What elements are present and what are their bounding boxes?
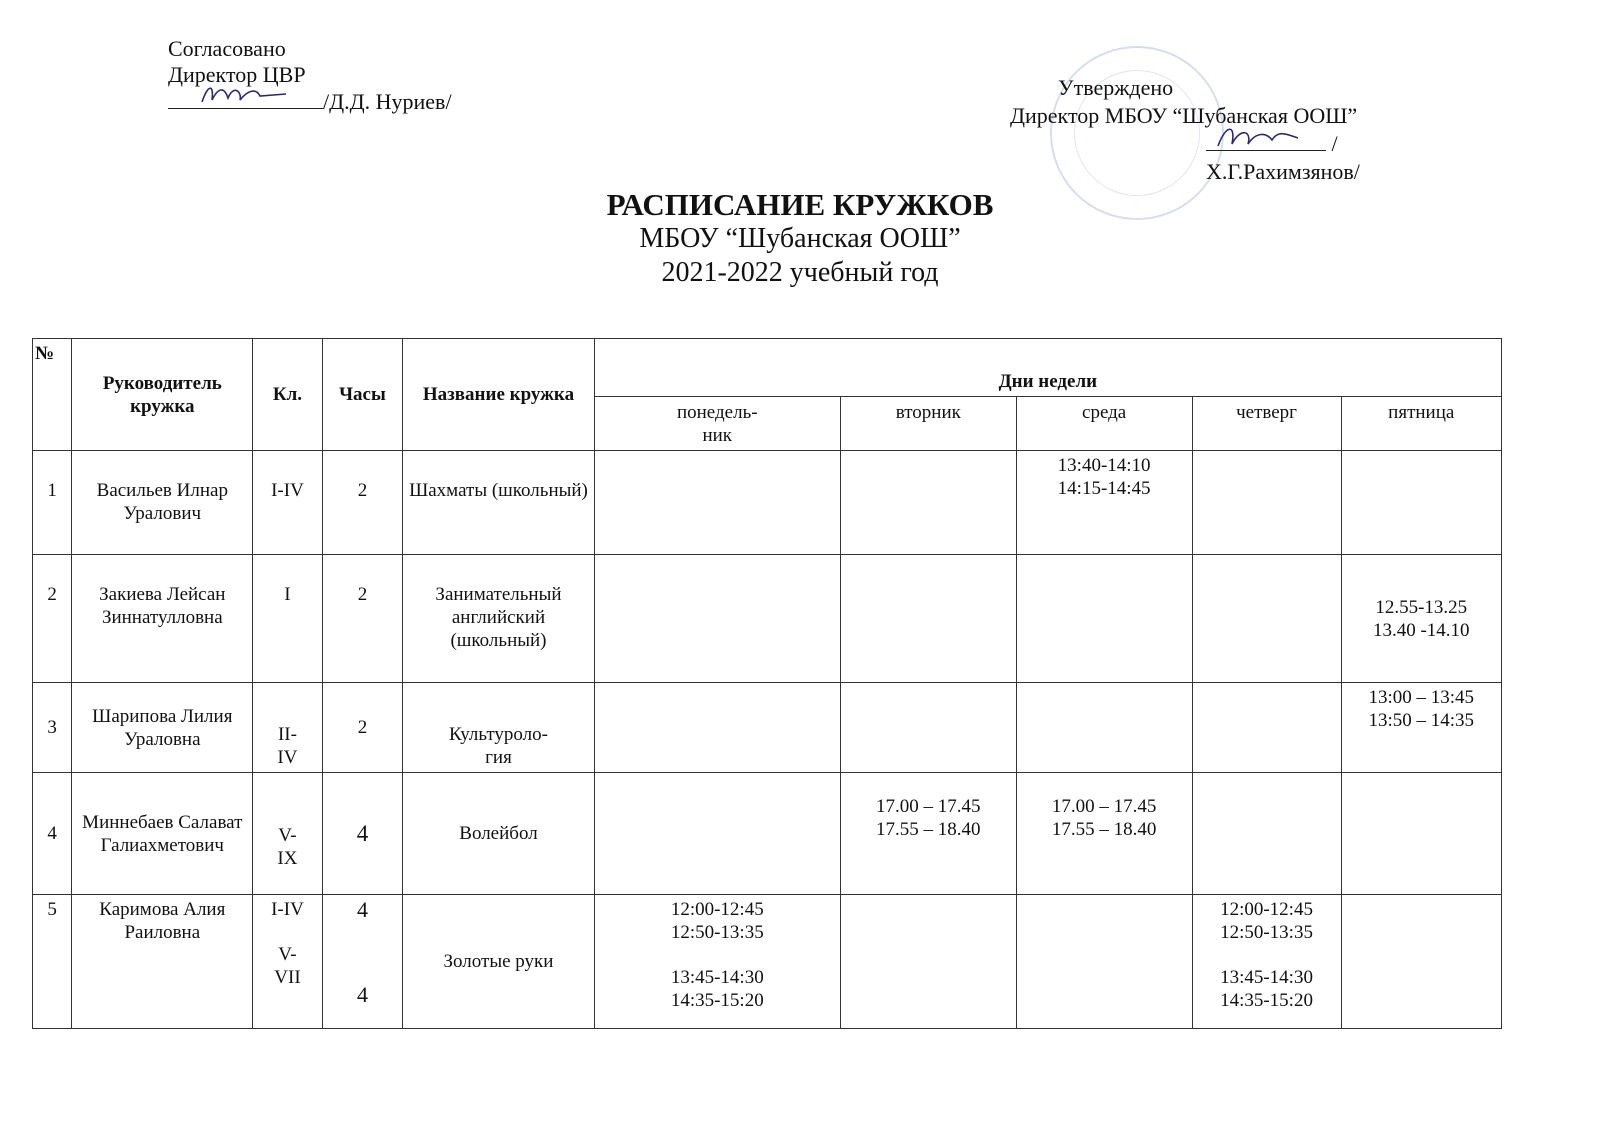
approval-right-name: /Х.Г.Рахимзянов/ [1206,131,1360,184]
row-num: 5 [33,895,72,1029]
row-thursday [1192,683,1341,773]
row-hours: 2 [322,683,403,773]
row-hours [322,895,403,1029]
row-leader: Каримова Алия Раиловна [72,895,253,1029]
cell-spacer [597,944,838,966]
row-grade: I-IV [253,451,322,555]
row-grade-second: V- VII [274,944,301,988]
cell-spacer [1195,944,1339,966]
row-hours-first: 4 [356,897,368,922]
approval-left-signature-row [168,88,452,115]
row-monday [594,773,840,895]
handwritten-signature-left [198,78,288,108]
row-thursday-first: 12:00-12:45 12:50-13:35 [1220,899,1313,943]
table-row [33,773,1502,895]
row-thursday [1192,773,1341,895]
row-num: 4 [33,773,72,895]
row-num: 2 [33,555,72,683]
cell-spacer [325,921,401,983]
row-club: Занимательный английский (школьный) [403,555,594,683]
row-tuesday [840,451,1016,555]
row-club: Золотые руки [403,895,594,1029]
approval-right-block [1010,74,1450,186]
row-friday: 12.55-13.25 13.40 -14.10 [1341,555,1502,683]
row-leader: Миннебаев Салават Галиахметович [72,773,253,895]
row-grade: V- IX [253,773,322,895]
day-friday: пятница [1341,397,1502,451]
approval-left-label: Согласовано [168,36,286,61]
row-hours: 2 [322,555,403,683]
row-hours-second: 4 [356,982,368,1007]
day-tuesday: вторник [840,397,1016,451]
document-heading [0,188,1600,290]
day-monday: понедель- ник [594,397,840,451]
day-wednesday: среда [1016,397,1192,451]
approval-left-block [168,36,452,115]
table-row [33,895,1502,1029]
approval-left-name: /Д.Д. Нуриев/ [323,89,452,114]
handwritten-signature-right [1212,120,1302,150]
header-club: Название кружка [403,339,594,451]
row-thursday [1192,451,1341,555]
row-friday [1341,773,1502,895]
header-num: № [33,339,72,451]
row-monday-second: 13:45-14:30 14:35-15:20 [670,967,764,1011]
signature-line-left [168,88,323,109]
table-row [33,451,1502,555]
approval-right-signature-row [1010,130,1450,186]
table-row [33,555,1502,683]
approval-right-position: Директор МБОУ “Шубанская ООШ” [1010,103,1358,128]
row-monday [594,683,840,773]
row-leader: Васильев Илнар Уралович [72,451,253,555]
row-thursday-second: 13:45-14:30 14:35-15:20 [1220,967,1313,1011]
header-leader: Руководитель кружка [72,339,253,451]
row-grade-first: I-IV [271,899,304,920]
row-wednesday [1016,555,1192,683]
row-club: Волейбол [403,773,594,895]
row-thursday [1192,895,1341,1029]
row-wednesday: 13:40-14:10 14:15-14:45 [1016,451,1192,555]
row-friday: 13:00 – 13:45 13:50 – 14:35 [1341,683,1502,773]
row-club: Культуроло- гия [403,683,594,773]
row-leader: Закиева Лейсан Зиннатулловна [72,555,253,683]
row-monday [594,555,840,683]
row-tuesday [840,895,1016,1029]
row-wednesday [1016,895,1192,1029]
row-friday [1341,895,1502,1029]
cell-spacer [255,921,319,943]
signature-line-right [1206,130,1326,151]
row-grade: I [253,555,322,683]
row-friday [1341,451,1502,555]
approval-left-position: Директор ЦВР [168,62,306,87]
row-grade [253,895,322,1029]
row-tuesday: 17.00 – 17.45 17.55 – 18.40 [840,773,1016,895]
day-thursday: четверг [1192,397,1341,451]
row-tuesday [840,683,1016,773]
row-grade: II- IV [253,683,322,773]
row-thursday [1192,555,1341,683]
row-num: 1 [33,451,72,555]
row-monday [594,451,840,555]
row-wednesday [1016,683,1192,773]
table-row [33,683,1502,773]
row-wednesday: 17.00 – 17.45 17.55 – 18.40 [1016,773,1192,895]
row-num: 3 [33,683,72,773]
row-hours: 4 [322,773,403,895]
header-grade: Кл. [253,339,322,451]
academic-year: 2021-2022 учебный год [661,257,939,288]
schedule-table [32,338,1502,1029]
school-name: МБОУ “Шубанская ООШ” [639,223,961,254]
header-days: Дни недели [594,339,1501,397]
page-title: РАСПИСАНИЕ КРУЖКОВ [606,187,994,222]
header-row [33,339,1502,397]
row-leader: Шарипова Лилия Ураловна [72,683,253,773]
approval-right-label: Утверждено [1058,75,1174,100]
row-club: Шахматы (школьный) [403,451,594,555]
row-monday [594,895,840,1029]
row-hours: 2 [322,451,403,555]
row-tuesday [840,555,1016,683]
header-hours: Часы [322,339,403,451]
row-monday-first: 12:00-12:45 12:50-13:35 [670,899,764,943]
